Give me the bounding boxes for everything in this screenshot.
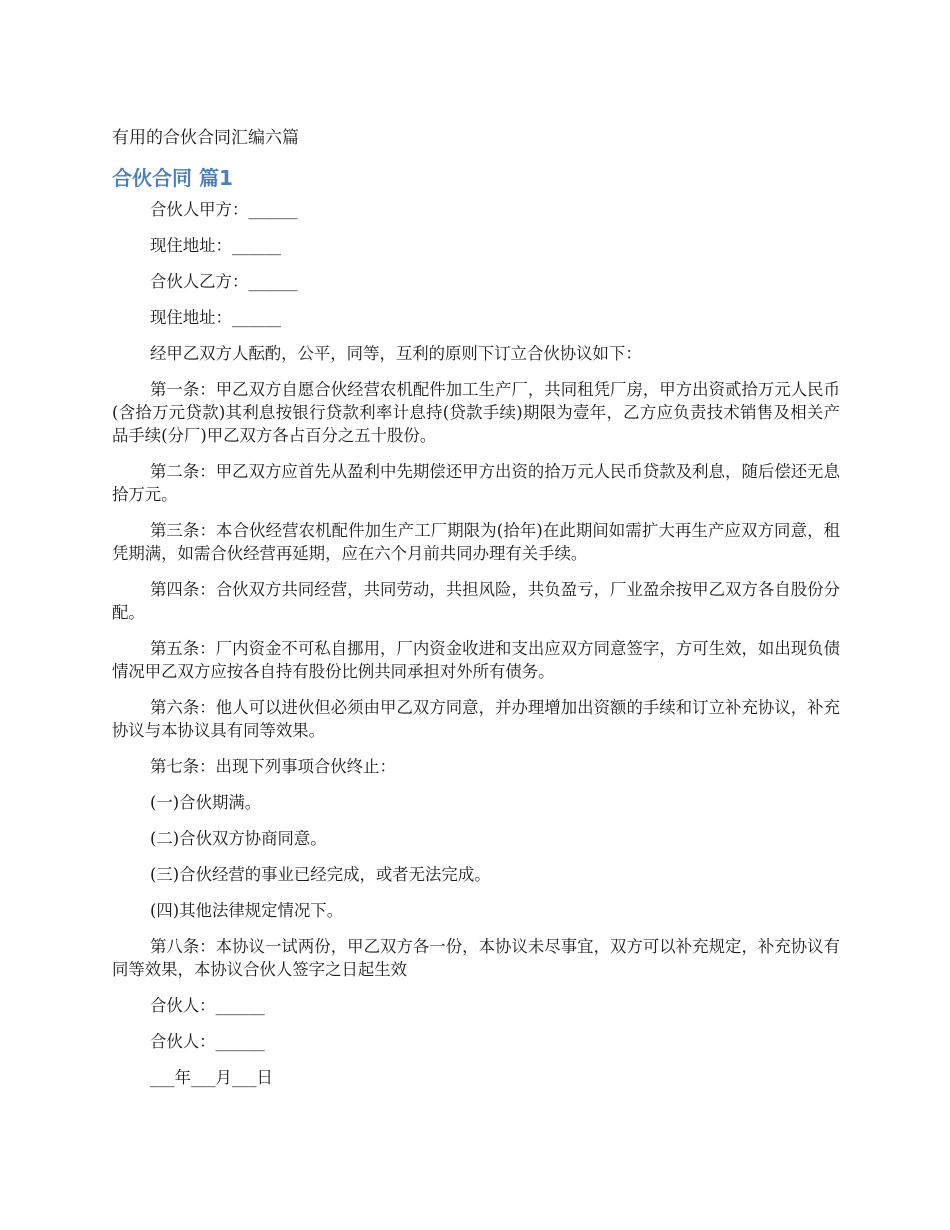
section-heading: 合伙合同 篇1 <box>112 166 233 190</box>
signature-line-1: 合伙人：______ <box>150 996 265 1015</box>
article-2-paragraph: 第二条：甲乙双方应首先从盈利中先期偿还甲方出资的拾万元人民币贷款及利息，随后偿还无息拾万元。 <box>112 462 840 504</box>
article-1-paragraph: 第一条：甲乙双方自愿合伙经营农机配件加工生产厂，共同租凭厂房，甲方出资贰拾万元人民币(含拾万元贷款)其利息按银行贷款利率计息持(贷款手续)期限为壹年，乙方应负责技术销售及相关产品手续(分厂)甲乙双方各占百分之五十股份。 <box>112 380 840 445</box>
article-4-paragraph: 第四条：合伙双方共同经营，共同劳动，共担风险，共负盈亏，厂业盈余按甲乙双方各自股份分配。 <box>112 580 840 622</box>
termination-item-3: (三)合伙经营的事业已经完成，或者无法完成。 <box>150 865 491 884</box>
termination-item-1: (一)合伙期满。 <box>150 793 262 812</box>
article-5-paragraph: 第五条：厂内资金不可私自挪用，厂内资金收进和支出应双方同意签字，方可生效，如出现负债情况甲乙双方应按各自持有股份比例共同承担对外所有债务。 <box>112 639 840 681</box>
party-b-address-line: 现住地址：______ <box>150 308 282 327</box>
article-3-paragraph: 第三条：本合伙经营农机配件加生产工厂期限为(拾年)在此期间如需扩大再生产应双方同意，租凭期满，如需合伙经营再延期，应在六个月前共同办理有关手续。 <box>112 521 840 563</box>
date-line: ___年___月___日 <box>150 1068 273 1087</box>
termination-item-2: (二)合伙双方协商同意。 <box>150 829 327 848</box>
signature-line-2: 合伙人：______ <box>150 1032 265 1051</box>
termination-item-4: (四)其他法律规定情况下。 <box>150 901 344 920</box>
party-a-address-line: 现住地址：______ <box>150 236 282 255</box>
party-a-line: 合伙人甲方：______ <box>150 200 298 219</box>
preamble-paragraph: 经甲乙双方人酝酌，公平，同等，互利的原则下订立合伙协议如下： <box>150 344 642 363</box>
party-b-line: 合伙人乙方：______ <box>150 272 298 291</box>
contract-body <box>112 198 840 1102</box>
article-8-paragraph: 第八条：本协议一试两份，甲乙双方各一份，本协议未尽事宜，双方可以补充规定，补充协议有同等效果，本协议合伙人签字之日起生效 <box>112 937 840 979</box>
article-7-paragraph: 第七条：出现下列事项合伙终止： <box>150 757 396 776</box>
article-6-paragraph: 第六条：他人可以进伙但必须由甲乙双方同意，并办理增加出资额的手续和订立补充协议，补充协议与本协议具有同等效果。 <box>112 698 840 740</box>
document-title: 有用的合伙合同汇编六篇 <box>112 128 299 148</box>
